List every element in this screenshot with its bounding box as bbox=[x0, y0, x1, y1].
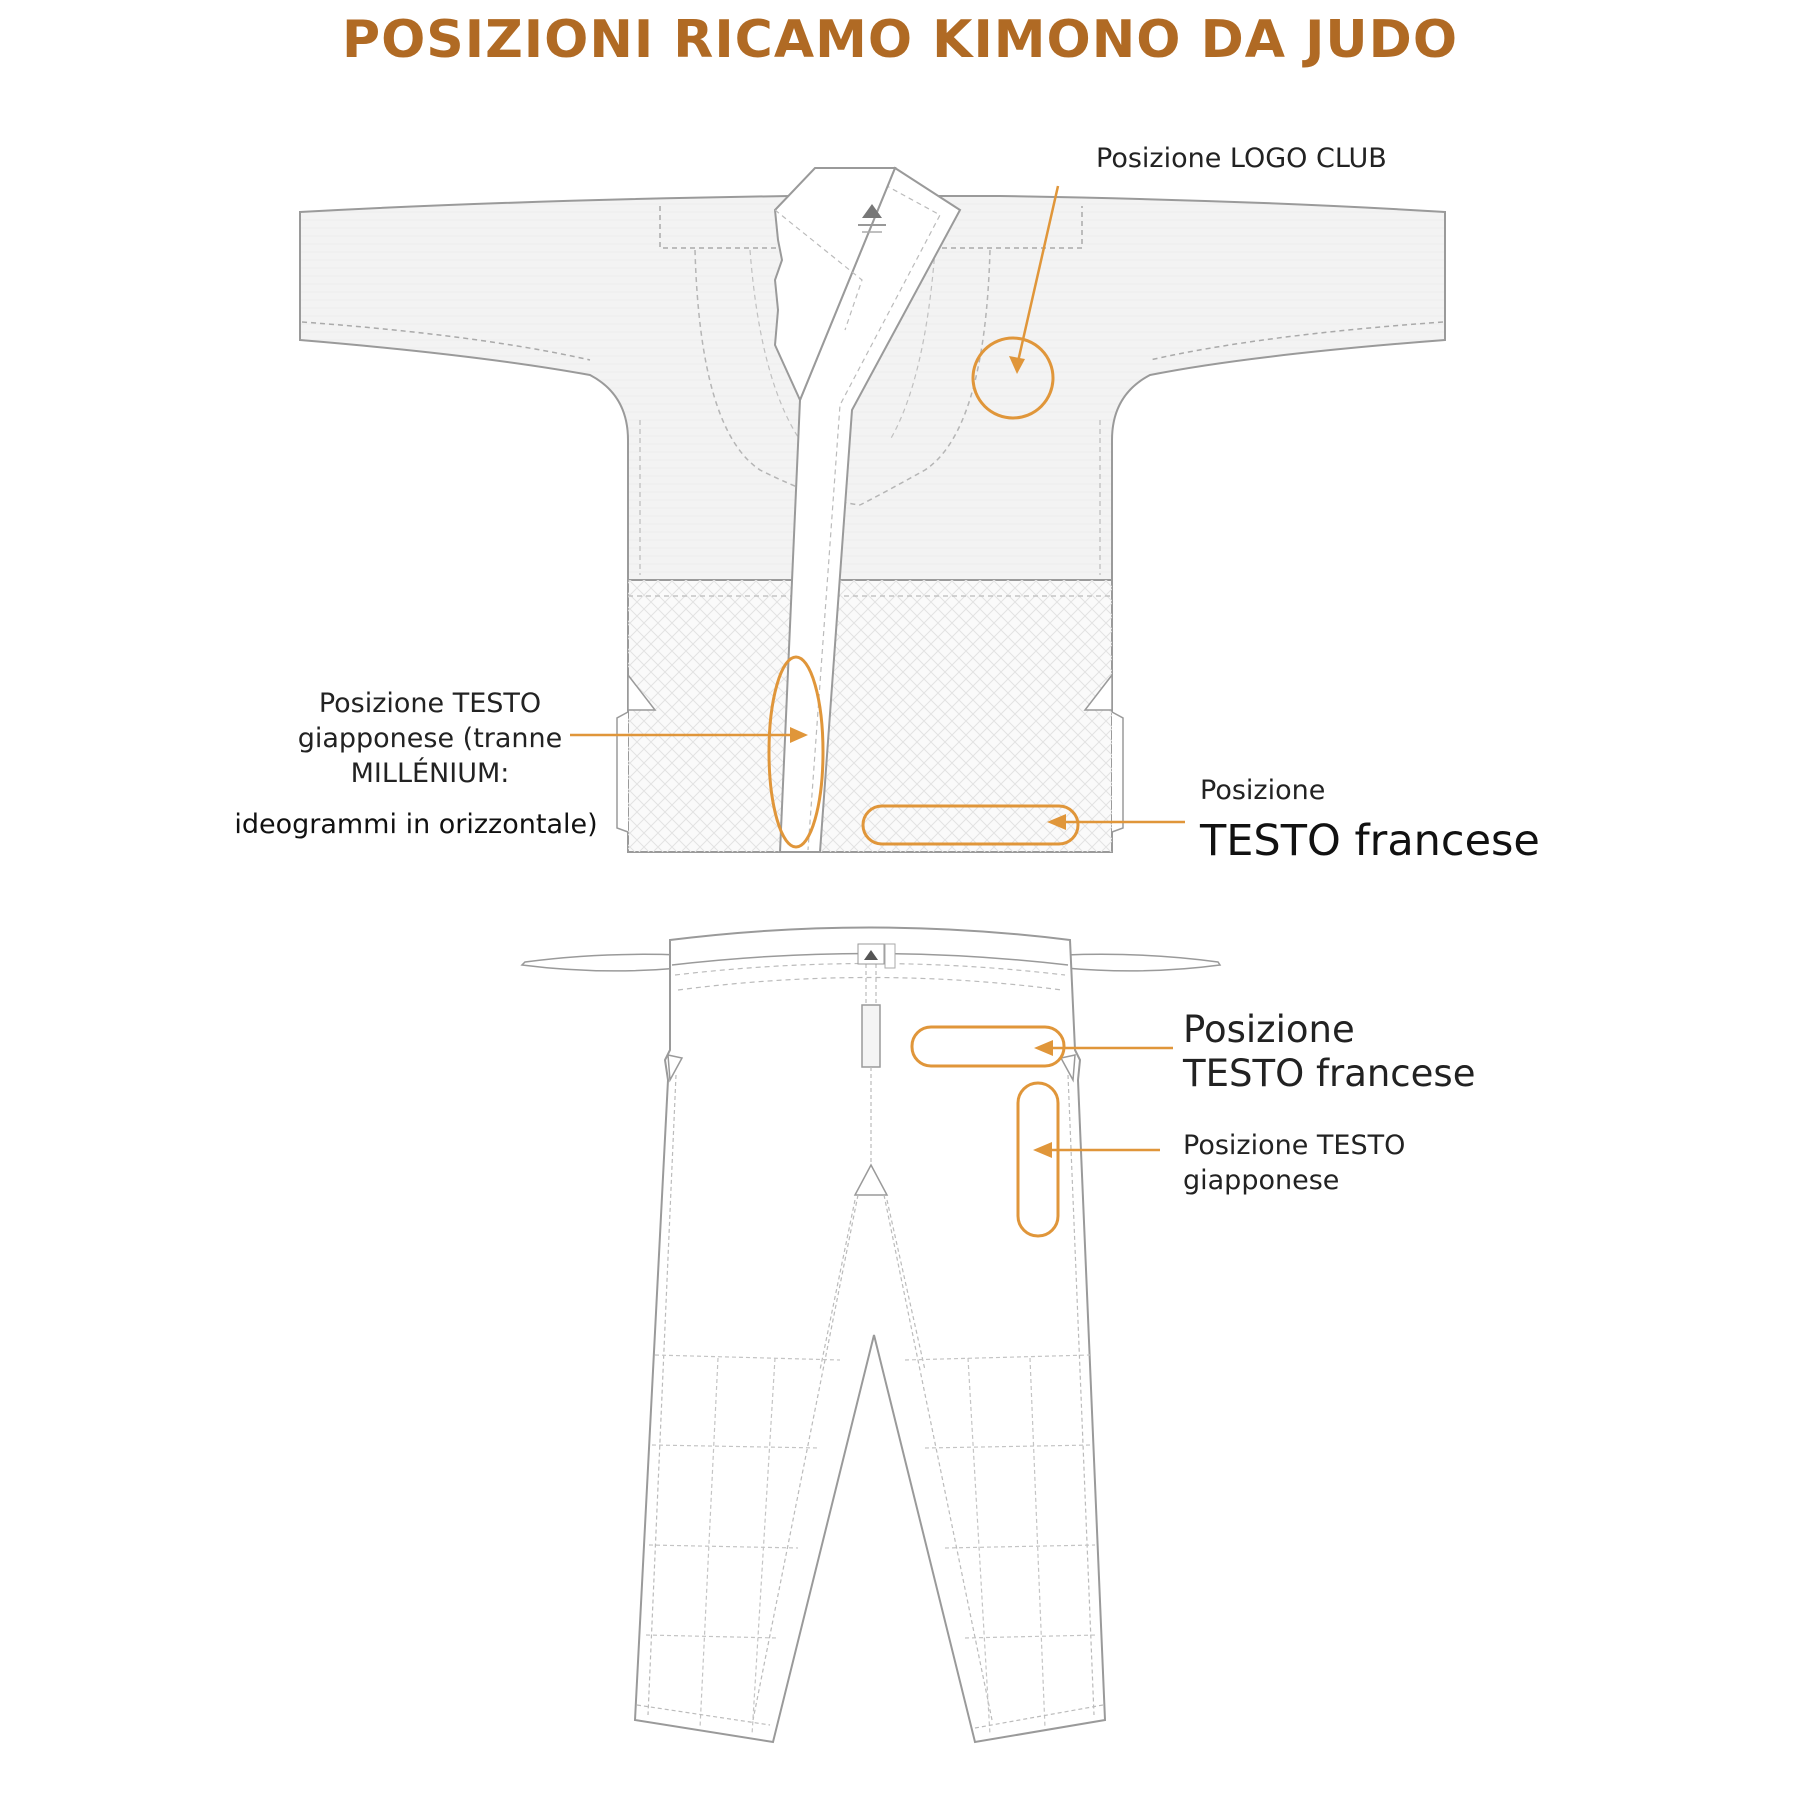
page-title: POSIZIONI RICAMO KIMONO DA JUDO bbox=[341, 10, 1459, 70]
logo-club-text: Posizione LOGO CLUB bbox=[1096, 143, 1387, 174]
pants-japanese-text-label bbox=[1183, 1128, 1405, 1198]
jacket-japanese-line3: MILLÉNIUM: bbox=[350, 758, 510, 789]
pants-drawstring-left bbox=[522, 954, 680, 971]
jacket-japanese-line2: giapponese (tranne bbox=[297, 723, 563, 754]
pants-french-line2: TESTO francese bbox=[1183, 1052, 1476, 1095]
jacket-french-text-label bbox=[1200, 775, 1540, 866]
jacket-french-line1: Posizione bbox=[1200, 775, 1326, 806]
pants bbox=[522, 928, 1220, 1743]
jacket-japanese-line1: Posizione TESTO bbox=[318, 688, 542, 719]
jacket-french-line2: TESTO francese bbox=[1200, 816, 1540, 866]
pants-french-line1: Posizione bbox=[1183, 1008, 1355, 1051]
pants-french-text-label bbox=[1183, 1008, 1475, 1096]
pants-japanese-line1: Posizione TESTO bbox=[1183, 1130, 1406, 1161]
pants-drawstring-right bbox=[1065, 954, 1220, 971]
pants-japanese-line2: giapponese bbox=[1183, 1165, 1340, 1196]
logo-club-label bbox=[1096, 143, 1387, 174]
jacket-japanese-line4: ideogrammi in orizzontale) bbox=[234, 809, 598, 840]
jacket-japanese-text-label bbox=[234, 686, 610, 842]
pants-fly bbox=[862, 1005, 880, 1067]
